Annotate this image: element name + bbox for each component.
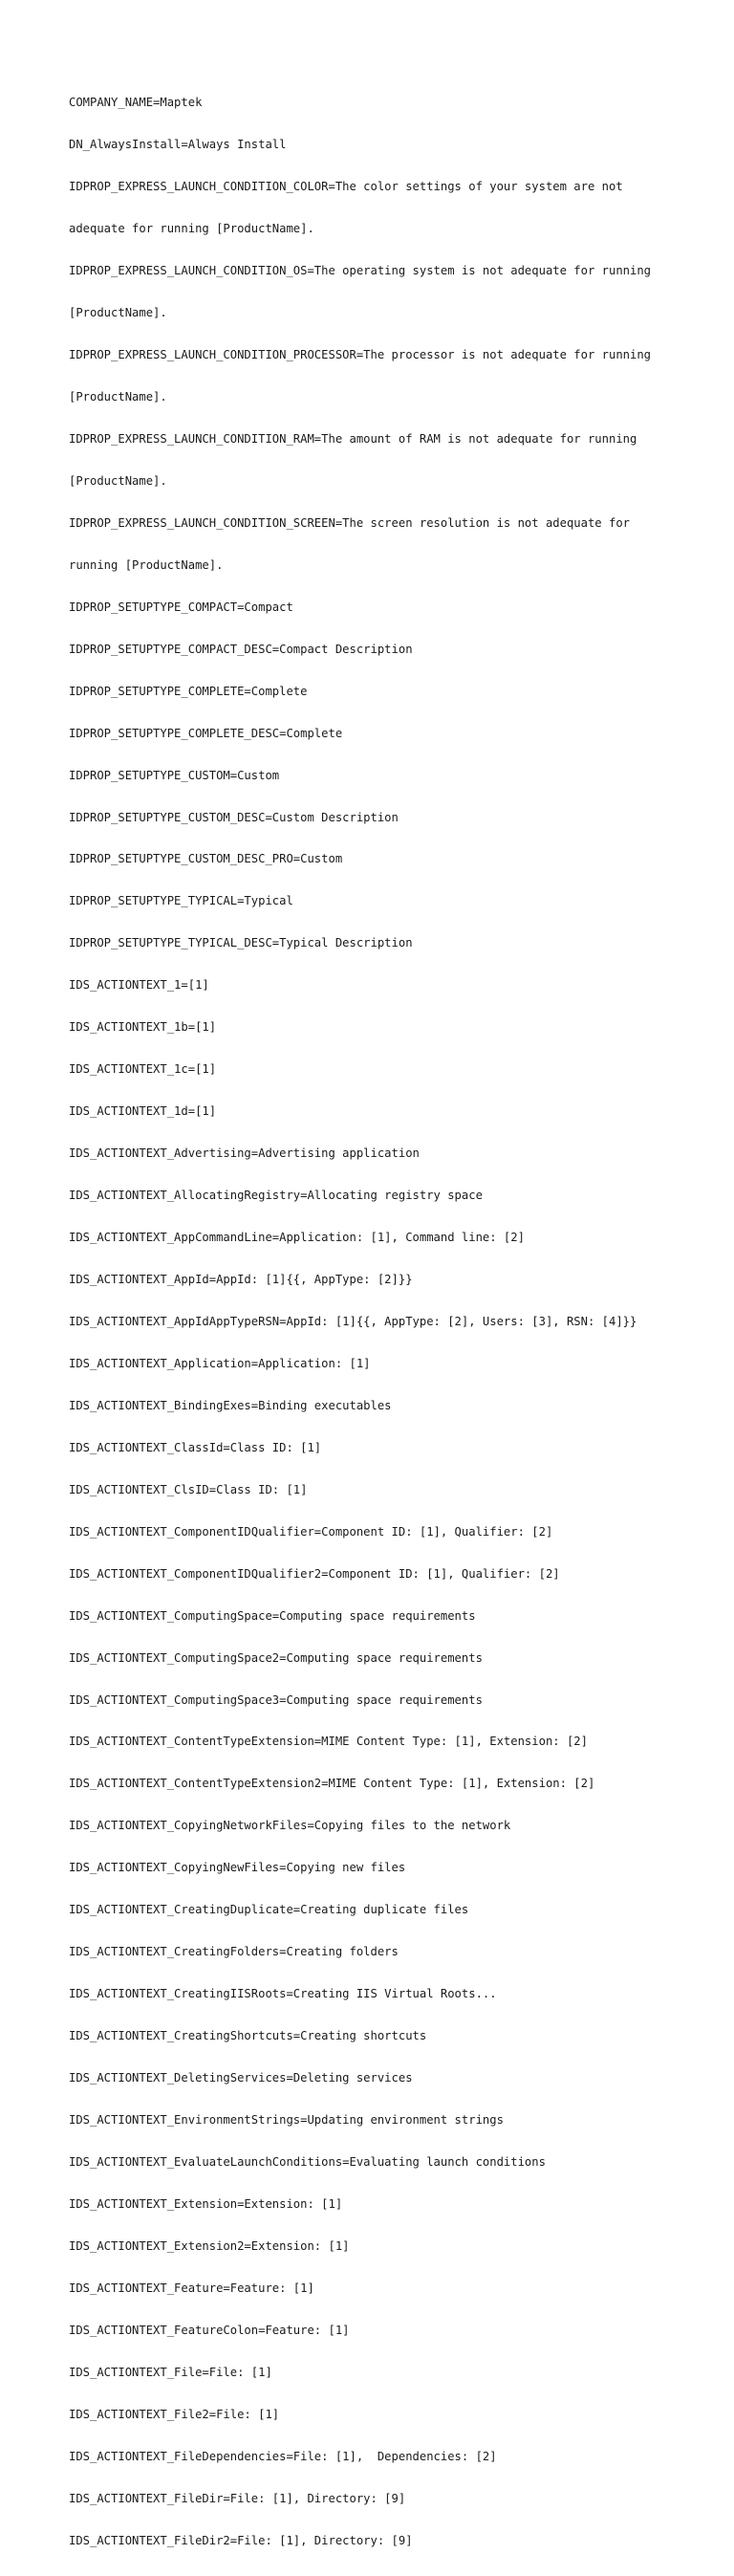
text-line: IDS_ACTIONTEXT_CopyingNewFiles=Copying new files — [69, 1861, 406, 1875]
text-line: IDS_ACTIONTEXT_FeatureColon=Feature: [1] — [69, 2323, 350, 2337]
text-line: IDS_ACTIONTEXT_1d=[1] — [69, 1104, 217, 1119]
text-line: IDS_ACTIONTEXT_FileDir=File: [1], Directory: [9] — [69, 2491, 406, 2505]
text-line: IDS_ACTIONTEXT_AppIdAppTypeRSN=AppId: [1]{{, AppType: [2], Users: [3], RSN: [4]}} — [69, 1314, 637, 1328]
text-line: IDS_ACTIONTEXT_Advertising=Advertising application — [69, 1146, 420, 1161]
text-line: IDPROP_SETUPTYPE_COMPACT=Compact — [69, 600, 293, 614]
text-line: [ProductName]. — [69, 306, 167, 320]
text-line: IDS_ACTIONTEXT_DeletingServices=Deleting services — [69, 2071, 413, 2085]
text-line: IDS_ACTIONTEXT_ComputingSpace3=Computing space requirements — [69, 1692, 483, 1707]
text-line: IDS_ACTIONTEXT_EnvironmentStrings=Updating environment strings — [69, 2113, 504, 2128]
text-line: IDPROP_EXPRESS_LAUNCH_CONDITION_PROCESSOR=The processor is not adequate for running — [69, 348, 652, 362]
text-line: IDPROP_SETUPTYPE_COMPLETE=Complete — [69, 684, 308, 698]
text-line: IDS_ACTIONTEXT_CopyingNetworkFiles=Copying files to the network — [69, 1819, 511, 1833]
text-line: IDS_ACTIONTEXT_EvaluateLaunchConditions=Evaluating launch conditions — [69, 2155, 546, 2170]
text-line: IDS_ACTIONTEXT_ContentTypeExtension2=MIME Content Type: [1], Extension: [2] — [69, 1777, 595, 1791]
text-line: IDS_ACTIONTEXT_BindingExes=Binding executables — [69, 1398, 392, 1412]
text-line: IDPROP_SETUPTYPE_CUSTOM_DESC_PRO=Custom — [69, 852, 343, 866]
text-line: IDS_ACTIONTEXT_CreatingIISRoots=Creating IIS Virtual Roots... — [69, 1987, 497, 2001]
text-line: IDS_ACTIONTEXT_Extension=Extension: [1] — [69, 2196, 343, 2211]
text-line: running [ProductName]. — [69, 557, 224, 572]
text-line: IDPROP_EXPRESS_LAUNCH_CONDITION_SCREEN=The screen resolution is not adequate for — [69, 515, 630, 530]
text-line: IDPROP_SETUPTYPE_TYPICAL_DESC=Typical Description — [69, 936, 413, 950]
text-line: IDS_ACTIONTEXT_AppCommandLine=Application: [1], Command line: [2] — [69, 1231, 525, 1245]
text-line: IDS_ACTIONTEXT_ClassId=Class ID: [1] — [69, 1440, 322, 1454]
text-line: IDS_ACTIONTEXT_ComputingSpace2=Computing space requirements — [69, 1650, 483, 1665]
text-line: IDS_ACTIONTEXT_ComponentIDQualifier2=Component ID: [1], Qualifier: [2] — [69, 1566, 560, 1581]
text-line: adequate for running [ProductName]. — [69, 222, 314, 236]
text-line: IDS_ACTIONTEXT_AppId=AppId: [1]{{, AppType: [2]}} — [69, 1273, 413, 1286]
text-line: IDS_ACTIONTEXT_FileDependencies=File: [1], Dependencies: [2] — [69, 2449, 497, 2463]
text-line: IDPROP_EXPRESS_LAUNCH_CONDITION_COLOR=The color settings of your system are not — [69, 180, 623, 194]
text-line: IDS_ACTIONTEXT_File2=File: [1] — [69, 2407, 280, 2421]
text-line: IDS_ACTIONTEXT_CreatingDuplicate=Creating duplicate files — [69, 1903, 469, 1917]
text-line: IDS_ACTIONTEXT_FileDir2=File: [1], Directory: [9] — [69, 2533, 413, 2547]
text-line: IDPROP_SETUPTYPE_CUSTOM_DESC=Custom Description — [69, 810, 399, 824]
text-line: IDS_ACTIONTEXT_ComputingSpace=Computing space requirements — [69, 1608, 476, 1623]
text-line: IDS_ACTIONTEXT_1b=[1] — [69, 1020, 217, 1035]
text-line: IDS_ACTIONTEXT_Feature=Feature: [1] — [69, 2281, 314, 2295]
text-line: IDS_ACTIONTEXT_1c=[1] — [69, 1062, 217, 1077]
text-line: IDPROP_EXPRESS_LAUNCH_CONDITION_RAM=The amount of RAM is not adequate for running — [69, 431, 637, 446]
text-line: [ProductName]. — [69, 473, 167, 488]
text-line: IDS_ACTIONTEXT_ComponentIDQualifier=Component ID: [1], Qualifier: [2] — [69, 1524, 553, 1539]
text-line: IDS_ACTIONTEXT_CreatingShortcuts=Creating shortcuts — [69, 2029, 427, 2043]
text-line: IDS_ACTIONTEXT_1=[1] — [69, 978, 209, 993]
document-text — [69, 68, 690, 2576]
text-line: IDS_ACTIONTEXT_ClsID=Class ID: [1] — [69, 1482, 308, 1496]
text-line: IDS_ACTIONTEXT_Extension2=Extension: [1] — [69, 2238, 350, 2253]
text-line: IDPROP_EXPRESS_LAUNCH_CONDITION_OS=The operating system is not adequate for running — [69, 264, 652, 278]
text-line: IDS_ACTIONTEXT_ContentTypeExtension=MIME Content Type: [1], Extension: [2] — [69, 1735, 588, 1749]
text-line: IDPROP_SETUPTYPE_TYPICAL=Typical — [69, 894, 293, 908]
text-line: COMPANY_NAME=Maptek — [69, 96, 203, 110]
text-line: IDS_ACTIONTEXT_CreatingFolders=Creating folders — [69, 1945, 399, 1959]
text-line: IDPROP_SETUPTYPE_COMPLETE_DESC=Complete — [69, 726, 343, 740]
text-line: DN_AlwaysInstall=Always Install — [69, 138, 287, 152]
text-line: [ProductName]. — [69, 389, 167, 404]
text-line: IDPROP_SETUPTYPE_COMPACT_DESC=Compact Description — [69, 642, 413, 656]
text-line: IDS_ACTIONTEXT_Application=Application: [1] — [69, 1356, 371, 1370]
text-line: IDS_ACTIONTEXT_AllocatingRegistry=Allocating registry space — [69, 1189, 483, 1203]
text-line: IDS_ACTIONTEXT_File=File: [1] — [69, 2365, 272, 2379]
text-line: IDPROP_SETUPTYPE_CUSTOM=Custom — [69, 768, 280, 782]
